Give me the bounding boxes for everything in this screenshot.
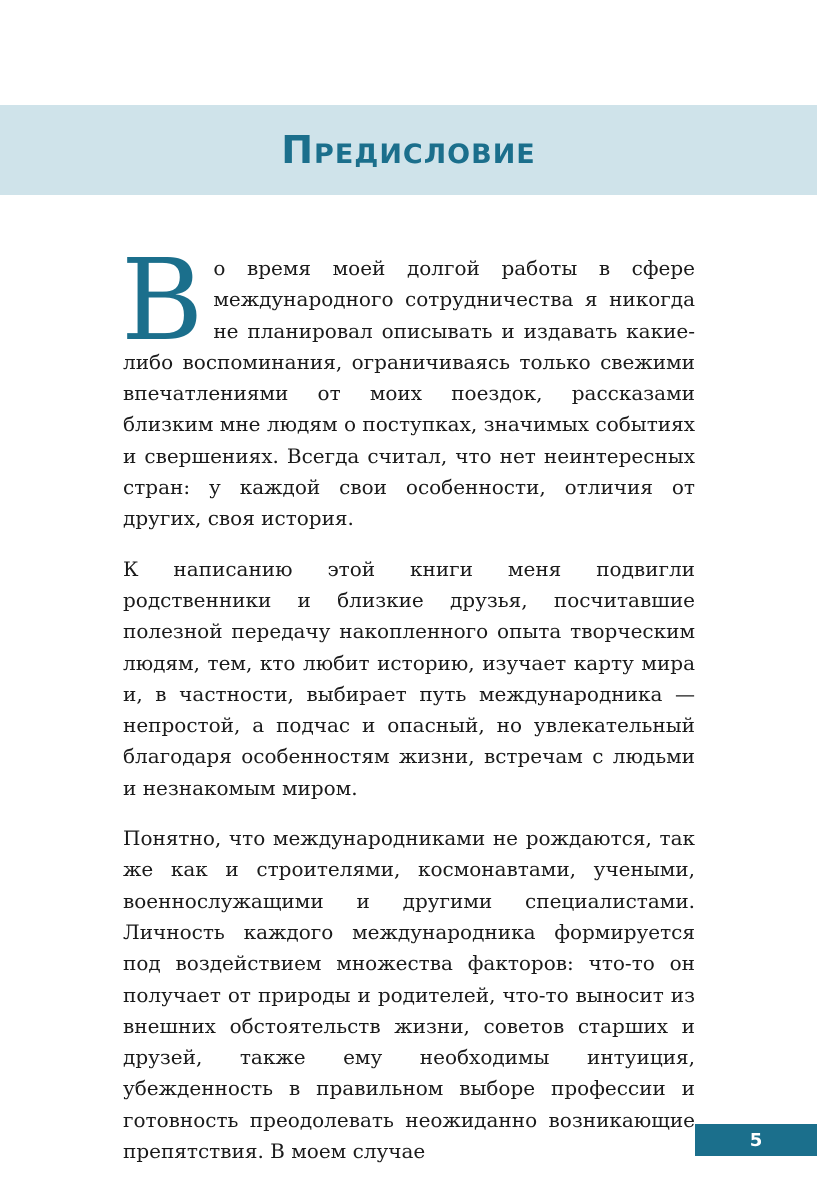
dropcap-letter: В [121,236,204,366]
title-band [0,105,817,195]
page-title: Предисловие [281,128,536,172]
paragraph-1 [121,236,695,535]
paragraph-3: Понятно, что международниками не рождаются, так же как и строителями, космонавтами, учеными, военнослужащими и другими специалистами. Личность каждого международника формируется под воздействием множества факторов: что-то он получает от природы и родителей, что-то выносит из внешних обстоятельств жизни, советов старших и друзей, также ему необходимы интуиция, убежденность в правильном выборе профессии и готовность преодолевать неожиданно возникающие препятствия. В моем случае [123,826,695,1164]
page-number-tab [695,1124,817,1156]
text-column [121,236,695,1186]
page-number: 5 [749,1129,763,1151]
paragraph-1-text: о время моей долгой работы в сфере международного сотрудничества я никогда не планировал описывать и издавать какие-либо воспоминания, ограничиваясь только свежими впечатлениями от моих поездок, рассказами близким мне людям о поступках, значимых событиях и свершениях. Всегда считал, что нет неинтересных стран: у каждой свои особенности, отличия от других, своя история. [123,256,695,531]
paragraph-2: К написанию этой книги меня подвигли родственники и близкие друзья, посчитавшие полезной передачу накопленного опыта творческим людям, тем, кто любит историю, изучает карту мира и, в частности, выбирает путь международника — непростой, а подчас и опасный, но увлекательный благодаря особенностям жизни, встречам с людьми и незнакомым миром. [123,556,695,800]
